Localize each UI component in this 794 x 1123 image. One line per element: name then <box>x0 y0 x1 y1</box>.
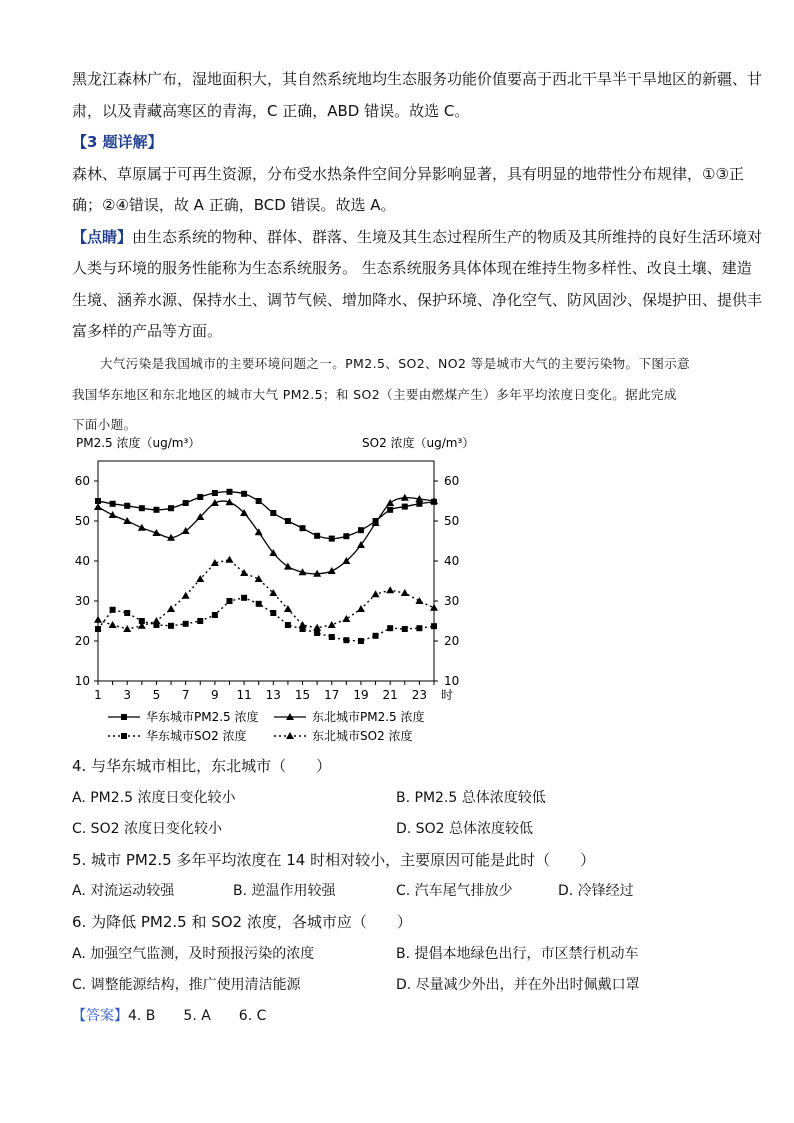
x-tick-label: 11 <box>236 688 252 702</box>
y-tick-label-left: 40 <box>74 554 90 568</box>
legend-item <box>274 709 425 724</box>
paragraph-line: 人类与环境的服务性能称为生态系统服务。 生态系统服务具体体现在维持生物多样性、改良土壤、建造 <box>72 259 752 277</box>
data-point <box>110 501 116 507</box>
legend-item <box>108 728 247 743</box>
plot-frame <box>98 461 434 681</box>
data-point <box>270 510 276 516</box>
y-tick-label-right: 60 <box>444 474 460 488</box>
data-point <box>431 623 437 629</box>
data-point <box>168 623 174 629</box>
intro-line: 下面小题。 <box>72 417 137 432</box>
data-point <box>197 618 203 624</box>
data-point <box>109 511 117 518</box>
x-tick-label: 1 <box>94 688 102 702</box>
data-point <box>329 634 335 640</box>
data-point <box>138 524 146 531</box>
data-point <box>139 505 145 511</box>
x-tick-label: 23 <box>411 688 428 702</box>
legend-item <box>108 709 259 724</box>
data-point <box>109 621 117 628</box>
series-line <box>98 560 434 629</box>
data-point <box>343 637 349 643</box>
series-line <box>98 598 434 641</box>
y-tick-label-left: 50 <box>74 514 90 528</box>
data-point <box>256 601 262 607</box>
data-point <box>241 595 247 601</box>
q4-option-a[interactable]: A. PM2.5 浓度日变化较小 <box>72 790 236 806</box>
y-tick-label-right: 50 <box>444 514 460 528</box>
data-point <box>240 569 248 576</box>
data-point <box>372 590 380 597</box>
data-point <box>123 625 131 632</box>
legend-marker <box>121 733 127 739</box>
series-line <box>98 492 434 539</box>
data-point <box>386 499 394 506</box>
legend-label: 华东城市SO2 浓度 <box>146 729 247 743</box>
data-point <box>358 527 364 533</box>
q4-option-c[interactable]: C. SO2 浓度日变化较小 <box>72 821 222 837</box>
data-point <box>401 589 409 596</box>
series-3 <box>95 595 437 644</box>
x-tick-label: 3 <box>123 688 132 702</box>
y-axis-right-label: SO2 浓度（ug/m³） <box>362 436 475 450</box>
paragraph-line: 富多样的产品等方面。 <box>72 322 223 340</box>
data-point <box>329 536 335 542</box>
data-point <box>402 626 408 632</box>
data-point <box>110 607 116 613</box>
answer-label: 【答案】 <box>72 1008 128 1024</box>
data-point <box>167 605 175 612</box>
paragraph-line: 生境、涵养水源、保持水土、调节气候、增加降水、保护环境、净化空气、防风固沙、保堤护田、提供丰 <box>72 291 763 309</box>
q6-option-d[interactable]: D. 尽量减少外出，并在外出时佩戴口罩 <box>396 977 640 993</box>
y-tick-label-left: 10 <box>74 674 90 688</box>
data-point <box>415 597 423 604</box>
data-point <box>94 503 102 510</box>
data-point <box>314 630 320 636</box>
series-1 <box>95 489 437 542</box>
data-point <box>183 621 189 627</box>
dianjing-label: 【点睛】 <box>72 228 133 246</box>
x-tick-label: 15 <box>294 688 311 702</box>
data-point <box>226 598 232 604</box>
y-tick-label-right: 10 <box>444 674 460 688</box>
data-point <box>212 490 218 496</box>
data-point <box>430 604 438 611</box>
data-point <box>343 533 349 539</box>
y-axis-left-label: PM2.5 浓度（ug/m³） <box>76 436 201 450</box>
q4-option-d[interactable]: D. SO2 总体浓度较低 <box>396 821 533 837</box>
data-point <box>94 616 102 623</box>
y-tick-label-left: 30 <box>74 594 90 608</box>
data-point <box>226 489 232 495</box>
legend-label: 东北城市SO2 浓度 <box>312 729 413 743</box>
data-point <box>328 567 336 574</box>
question-5: 5. 城市 PM2.5 多年平均浓度在 14 时相对较小，主要原因可能是此时（ ） <box>72 851 596 869</box>
pollution-line-chart <box>70 430 475 750</box>
data-point <box>285 622 291 628</box>
q4-option-b[interactable]: B. PM2.5 总体浓度较低 <box>396 790 546 806</box>
dianjing-paragraph <box>72 226 762 247</box>
q5-option-d[interactable]: D. 冷锋经过 <box>558 883 634 899</box>
paragraph-line: 肃，以及青藏高寒区的青海，C 正确，ABD 错误。故选 C。 <box>72 102 470 120</box>
y-tick-label-right: 40 <box>444 554 460 568</box>
data-point <box>124 503 130 509</box>
x-tick-label: 21 <box>382 688 398 702</box>
answer-text: 4. B 5. A 6. C <box>128 1008 267 1024</box>
data-point <box>212 612 218 618</box>
x-tick-label: 19 <box>353 688 369 702</box>
data-point <box>95 626 101 632</box>
data-point <box>285 518 291 524</box>
series-4 <box>94 556 438 632</box>
paragraph-line: 森林、草原属于可再生资源，分布受水热条件空间分异影响显著，具有明显的地带性分布规律，①③正 <box>72 165 744 183</box>
data-point <box>357 605 365 612</box>
legend-marker <box>286 732 294 739</box>
data-point <box>402 504 408 510</box>
data-point <box>387 625 393 631</box>
data-point <box>225 556 233 563</box>
paragraph-line: 确；②④错误，故 A 正确，BCD 错误。故选 A。 <box>72 196 396 214</box>
question-4: 4. 与华东城市相比，东北城市（ ） <box>72 757 332 775</box>
paragraph-text: 由生态系统的物种、群体、群落、生境及其生态过程所生产的物质及其所维持的良好生活环境对 <box>132 228 763 246</box>
data-point <box>299 621 307 628</box>
paragraph-line: 黑龙江森林广布，湿地面积大，其自然系统地均生态服务功能价值要高于西北干旱半干旱地区的新疆、甘 <box>72 70 763 88</box>
data-point <box>342 615 350 622</box>
x-tick-label: 17 <box>324 688 340 702</box>
data-point <box>300 525 306 531</box>
q6-option-b[interactable]: B. 提倡本地绿色出行，市区禁行机动车 <box>396 946 639 962</box>
data-point <box>284 563 292 570</box>
q5-option-b[interactable]: B. 逆温作用较强 <box>233 883 336 899</box>
x-tick-label: 13 <box>265 688 281 702</box>
data-point <box>314 533 320 539</box>
data-point <box>197 494 203 500</box>
q5-option-c[interactable]: C. 汽车尾气排放少 <box>396 883 513 899</box>
data-point <box>168 505 174 511</box>
x-tick-label: 5 <box>152 688 161 702</box>
data-point <box>358 638 364 644</box>
y-tick-label-right: 30 <box>444 594 460 608</box>
legend-label: 东北城市PM2.5 浓度 <box>312 710 425 724</box>
data-point <box>182 592 190 599</box>
data-point <box>387 507 393 513</box>
legend-marker <box>121 714 127 720</box>
q5-option-a[interactable]: A. 对流运动较强 <box>72 883 175 899</box>
data-point <box>386 586 394 593</box>
data-point <box>124 610 130 616</box>
data-point <box>153 507 159 513</box>
x-tick-label: 9 <box>211 688 219 702</box>
data-point <box>183 500 189 506</box>
data-point <box>241 491 247 497</box>
y-tick-label-right: 20 <box>444 634 460 648</box>
q6-option-c[interactable]: C. 调整能源结构，推广使用清洁能源 <box>72 977 301 993</box>
legend-item <box>274 728 413 743</box>
answer-line <box>72 1005 266 1025</box>
x-tick-label: 7 <box>181 688 190 702</box>
q6-option-a[interactable]: A. 加强空气监测，及时预报污染的浓度 <box>72 946 315 962</box>
data-point <box>416 625 422 631</box>
intro-line: 我国华东地区和东北地区的城市大气 PM2.5；和 SO2（主要由燃煤产生）多年平均浓度日变化。据此完成 <box>72 387 677 402</box>
data-point <box>256 498 262 504</box>
x-axis-unit: 时 <box>441 688 454 702</box>
q3-heading: 【3 题详解】 <box>72 133 163 151</box>
data-point <box>373 633 379 639</box>
y-tick-label-left: 20 <box>74 634 90 648</box>
intro-line: 大气污染是我国城市的主要环境问题之一。PM2.5、SO2、NO2 等是城市大气的主要污染物。下图示意 <box>100 356 691 371</box>
legend-label: 华东城市PM2.5 浓度 <box>146 710 259 724</box>
y-tick-label-left: 60 <box>74 474 90 488</box>
question-6: 6. 为降低 PM2.5 和 SO2 浓度，各城市应（ ） <box>72 913 412 931</box>
data-point <box>270 610 276 616</box>
